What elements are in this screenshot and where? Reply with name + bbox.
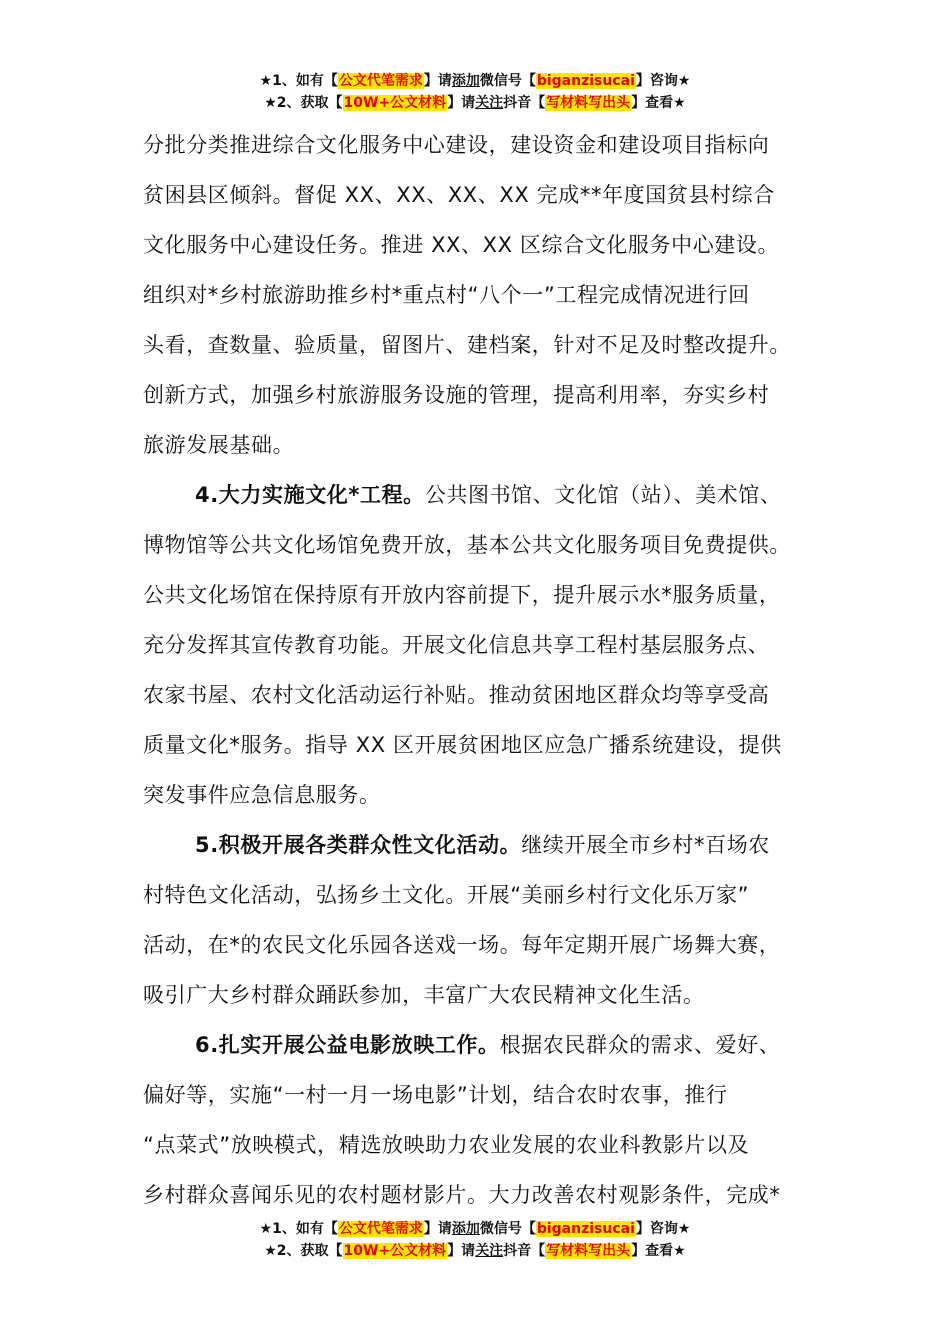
text-line: 农家书屋、农村文化活动运行补贴。推动贫困地区群众均等享受高 <box>143 683 770 707</box>
banner-text: 微信号【 <box>479 1221 536 1237</box>
banner-text: ★1、如有【 <box>259 73 338 89</box>
text-line: 活动，在*的农民文化乐园各送戏一场。每年定期开展广场舞大赛， <box>143 933 781 957</box>
text-line: 突发事件应急信息服务。 <box>143 783 381 807</box>
banner-text: 抖音【 <box>503 95 546 111</box>
highlight-wechat-id: biganzisucai <box>536 73 635 89</box>
section-6-heading: 6.扎实开展公益电影放映工作。 <box>195 1033 500 1057</box>
text-line: “点菜式”放映模式，精选放映助力农业发展的农业科教影片以及 <box>143 1133 750 1157</box>
banner-text: 】咨询★ <box>635 73 691 89</box>
text-line: 创新方式，加强乡村旅游服务设施的管理，提高利用率，夯实乡村 <box>143 383 770 407</box>
text-line: 质量文化*服务。指导 XX 区开展贫困地区应急广播系统建设，提供 <box>143 733 782 757</box>
underlined-text: 关注 <box>475 95 504 111</box>
text-line: 旅游发展基础。 <box>143 433 295 457</box>
text-run: 根据农民群众的需求、爱好、 <box>499 1033 781 1057</box>
bottom-banner <box>0 1218 950 1262</box>
top-banner <box>0 70 950 114</box>
text-line: 博物馆等公共文化场馆免费开放，基本公共文化服务项目免费提供。 <box>143 533 791 557</box>
text-line: 文化服务中心建设任务。推进 XX、XX 区综合文化服务中心建设。 <box>143 233 780 257</box>
highlight-service: 公文代笔需求 <box>338 73 423 89</box>
highlight-materials: 10W+公文材料 <box>343 1243 447 1259</box>
document-body <box>143 120 811 1220</box>
text-line: 充分发挥其宣传教育功能。开展文化信息共享工程村基层服务点、 <box>143 633 770 657</box>
text-run: 公共图书馆、文化馆（站）、美术馆、 <box>424 483 782 507</box>
banner-text: 】请 <box>423 73 452 89</box>
highlight-wechat-id: biganzisucai <box>536 1221 635 1237</box>
banner-line-2 <box>0 1240 950 1262</box>
text-line: 组织对*乡村旅游助推乡村*重点村“八个一”工程完成情况进行回 <box>143 283 750 307</box>
banner-text: ★2、获取【 <box>264 95 343 111</box>
banner-text: 抖音【 <box>503 1243 546 1259</box>
banner-text: ★2、获取【 <box>264 1243 343 1259</box>
banner-line-1 <box>0 70 950 92</box>
text-line: 村特色文化活动，弘扬乡土文化。开展“美丽乡村行文化乐万家” <box>143 883 750 907</box>
text-line: 乡村群众喜闻乐见的农村题材影片。大力改善农村观影条件，完成* <box>143 1183 781 1207</box>
highlight-douyin-id: 写材料写出头 <box>546 1243 631 1259</box>
section-5-heading: 5.积极开展各类群众性文化活动。 <box>195 833 522 857</box>
text-line: 分批分类推进综合文化服务中心建设，建设资金和建设项目指标向 <box>143 133 770 157</box>
underlined-text: 关注 <box>475 1243 504 1259</box>
banner-text: 】请 <box>423 1221 452 1237</box>
text-line: 吸引广大乡村群众踊跃参加，丰富广大农民精神文化生活。 <box>143 983 705 1007</box>
banner-text: 】请 <box>447 95 476 111</box>
highlight-douyin-id: 写材料写出头 <box>546 95 631 111</box>
banner-text: 微信号【 <box>479 73 536 89</box>
banner-text: ★1、如有【 <box>259 1221 338 1237</box>
section-4-heading: 4.大力实施文化*工程。 <box>195 483 425 507</box>
banner-line-2 <box>0 92 950 114</box>
highlight-materials: 10W+公文材料 <box>343 95 447 111</box>
section-5-first-line <box>143 820 811 870</box>
banner-text: 】查看★ <box>631 95 686 111</box>
banner-text: 】请 <box>447 1243 476 1259</box>
underlined-text: 添加 <box>451 73 480 89</box>
text-run: 继续开展全市乡村*百场农 <box>521 833 770 857</box>
underlined-text: 添加 <box>451 1221 480 1237</box>
banner-text: 】查看★ <box>631 1243 686 1259</box>
section-4-first-line <box>143 470 811 520</box>
highlight-service: 公文代笔需求 <box>338 1221 423 1237</box>
text-line: 偏好等，实施“一村一月一场电影”计划，结合农时农事，推行 <box>143 1083 728 1107</box>
text-line: 公共文化场馆在保持原有开放内容前提下，提升展示水*服务质量， <box>143 583 781 607</box>
banner-line-1 <box>0 1218 950 1240</box>
text-line: 贫困县区倾斜。督促 XX、XX、XX、XX 完成**年度国贫县村综合 <box>143 183 775 207</box>
banner-text: 】咨询★ <box>635 1221 691 1237</box>
text-line: 头看，查数量、验质量，留图片、建档案，针对不足及时整改提升。 <box>143 333 791 357</box>
section-6-first-line <box>143 1020 811 1070</box>
